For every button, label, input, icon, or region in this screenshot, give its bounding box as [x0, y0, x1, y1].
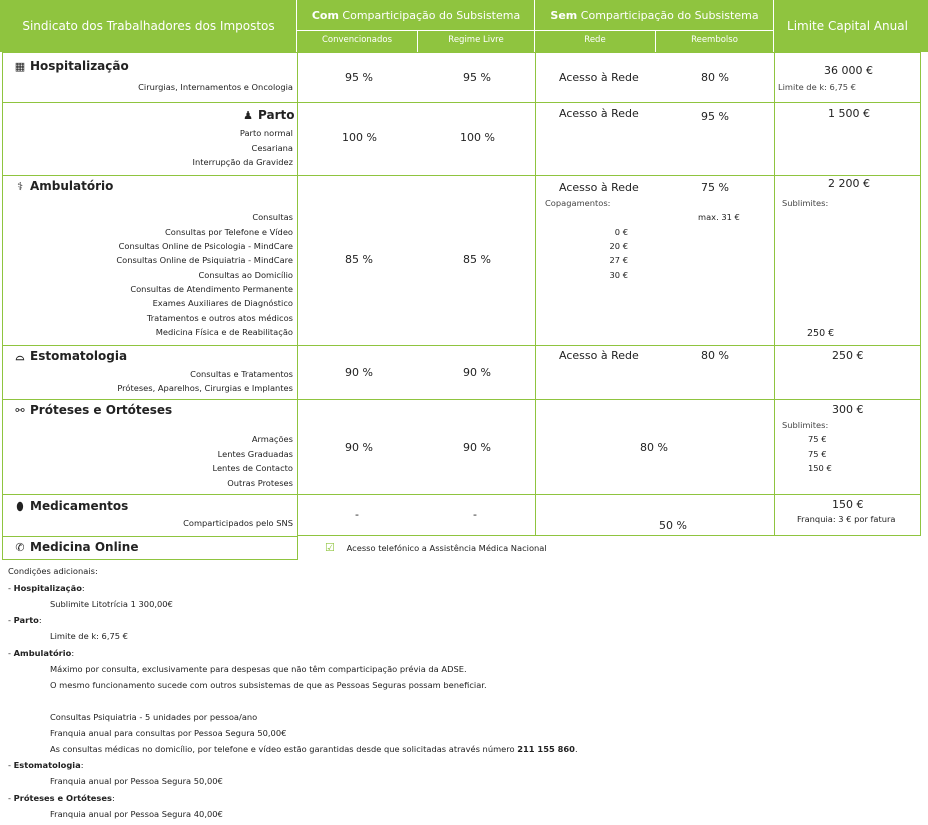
notes-parto-label: Parto [13, 615, 39, 625]
online-access-text: Acesso telefónico a Assistência Médica Nacional [346, 543, 547, 553]
estoma-item-1: Próteses, Aparelhos, Cirurgias e Implantes [117, 383, 293, 393]
notes-amb-5: As consultas médicas no domicílio, por telefone e vídeo estão garantidas desde que solicitadas através número 211 155 860. [50, 744, 578, 754]
hosp-title [13, 59, 129, 73]
medic-limit-note: Franquia: 3 € por fatura [797, 514, 896, 524]
proteses-item-3: Outras Proteses [227, 478, 293, 488]
notes-hosp-1: Sublimite Litotrícia 1 300,00€ [50, 599, 173, 609]
medic-conv: - [355, 508, 359, 521]
notes-estoma-label: Estomatologia [13, 760, 81, 770]
amb-item-6: Exames Auxiliares de Diagnóstico [152, 298, 293, 308]
notes-amb-2: O mesmo funcionamento sucede com outros subsistemas de que as Pessoas Seguras possam beneficiar. [50, 680, 487, 690]
proteses-conv: 90 % [345, 441, 373, 454]
proteses-item-2: Lentes de Contacto [212, 463, 293, 473]
notes-parto: - Parto: [8, 615, 42, 625]
parto-title [241, 108, 294, 122]
notes-prot-1: Franquia anual por Pessoa Segura 40,00€ [50, 809, 223, 819]
estoma-title [13, 349, 127, 364]
header-regime-livre: Regime Livre [448, 35, 504, 45]
estoma-title-text: Estomatologia [30, 349, 128, 363]
amb-item-2: Consultas Online de Psicologia - MindCare [118, 241, 293, 251]
amb-copay-0: 0 € [614, 227, 628, 237]
header-sem-cell [535, 0, 774, 52]
estoma-item-0: Consultas e Tratamentos [190, 369, 293, 379]
hosp-limit-note: Limite de k: 6,75 € [778, 82, 856, 92]
amb-copay-max: max. 31 € [698, 212, 740, 222]
proteses-sublimit-0: 75 € [808, 434, 827, 444]
medic-item-0: Comparticipados pelo SNS [183, 518, 293, 528]
header-com-rest: Comparticipação do Subsistema [338, 9, 521, 22]
amb-title-text: Ambulatório [30, 179, 114, 193]
header-com [297, 9, 535, 22]
notes-amb: - Ambulatório: [8, 648, 75, 658]
tooth-icon: ⌓ [15, 350, 25, 363]
amb-conv: 85 % [345, 253, 373, 266]
proteses-livre: 90 % [463, 441, 491, 454]
online-title-text: Medicina Online [30, 540, 139, 554]
medic-limit: 150 € [832, 498, 864, 511]
table-header [0, 0, 928, 52]
estoma-reemb: 80 % [701, 349, 729, 362]
amb-copay-label: Copagamentos: [545, 198, 611, 208]
notes-parto-1: Limite de k: 6,75 € [50, 631, 128, 641]
header-sem-bold: Sem [550, 9, 578, 22]
hosp-title-text: Hospitalização [30, 59, 129, 73]
estoma-livre: 90 % [463, 366, 491, 379]
hosp-livre: 95 % [463, 71, 491, 84]
parto-item-2: Interrupção da Gravidez [192, 157, 293, 167]
notes-amb-3: Consultas Psiquiatria - 5 unidades por pessoa/ano [50, 712, 258, 722]
medic-sem: 50 % [659, 519, 687, 532]
hosp-reemb: 80 % [701, 71, 729, 84]
header-limit: Limite Capital Anual [787, 19, 908, 33]
proteses-sublimit-1: 75 € [808, 449, 827, 459]
header-reembolso: Reembolso [691, 35, 738, 45]
header-com-cell [297, 0, 535, 52]
glasses-icon: ⚯ [15, 404, 25, 417]
notes-amb-1: Máximo por consulta, exclusivamente para despesas que não têm comparticipação prévia da ADSE. [50, 664, 467, 674]
hosp-rede: Acesso à Rede [559, 71, 639, 84]
phone-icon: ✆ [15, 541, 25, 554]
col-limit-box [774, 52, 921, 536]
proteses-item-1: Lentes Graduadas [217, 449, 293, 459]
hosp-conv: 95 % [345, 71, 373, 84]
notes-prot-label: Próteses e Ortóteses [13, 793, 112, 803]
amb-item-1: Consultas por Telefone e Vídeo [164, 227, 293, 237]
col-sem-box [535, 52, 775, 536]
proteses-item-0: Armações [251, 434, 293, 444]
notes-hosp: - Hospitalização: [8, 583, 85, 593]
header-com-bold: Com [311, 9, 339, 22]
col-com-box [297, 52, 536, 536]
header-rede: Rede [584, 35, 606, 45]
amb-copay-3: 30 € [609, 270, 628, 280]
notes-estoma: - Estomatologia: [8, 760, 84, 770]
parto-item-1: Cesariana [251, 143, 293, 153]
header-limit-cell [774, 0, 921, 52]
amb-livre: 85 % [463, 253, 491, 266]
medic-title [13, 499, 128, 514]
amb-copay-1: 20 € [609, 241, 628, 251]
amb-item-4: Consultas ao Domicílio [198, 270, 293, 280]
proteses-sublimit-2: 150 € [808, 463, 832, 473]
header-org: Sindicato dos Trabalhadores dos Impostos [22, 19, 275, 33]
notes-estoma-1: Franquia anual por Pessoa Segura 50,00€ [50, 776, 223, 786]
estoma-rede: Acesso à Rede [559, 349, 639, 362]
amb-limit: 2 200 € [828, 177, 870, 190]
notes-amb-5-text: As consultas médicas no domicílio, por telefone e vídeo estão garantidas desde que solicitadas através número [50, 744, 518, 754]
parto-title-text: Parto [258, 108, 295, 122]
parto-limit: 1 500 € [828, 107, 870, 120]
proteses-title [13, 403, 172, 417]
amb-item-0: Consultas [252, 212, 293, 222]
proteses-sem: 80 % [640, 441, 668, 454]
header-org-cell [0, 0, 297, 52]
amb-sublimits-label: Sublimites: [782, 198, 829, 208]
header-convencionados: Convencionados [321, 35, 393, 45]
notes-phone-number: 211 155 860 [517, 744, 575, 754]
notes-heading: Condições adicionais: [8, 566, 98, 576]
amb-copay-2: 27 € [609, 255, 628, 265]
pill-icon: ⬮ [16, 500, 24, 513]
header-sem [535, 9, 774, 22]
amb-item-8: Medicina Física e de Reabilitação [155, 327, 293, 337]
parto-rede: Acesso à Rede [559, 107, 639, 120]
estoma-limit: 250 € [832, 349, 864, 362]
amb-rede: Acesso à Rede [559, 181, 639, 194]
notes-amb-4: Franquia anual para consultas por Pessoa Segura 50,00€ [50, 728, 287, 738]
hospital-icon: ▦ [14, 60, 26, 73]
proteses-limit: 300 € [832, 403, 864, 416]
notes-prot: - Próteses e Ortóteses: [8, 793, 115, 803]
amb-item-7: Tratamentos e outros atos médicos [146, 313, 293, 323]
parto-item-0: Parto normal [239, 128, 293, 138]
amb-sublimit-last: 250 € [807, 328, 835, 339]
person-icon: ♟ [243, 109, 253, 122]
hosp-item-0: Cirurgias, Internamentos e Oncologia [138, 82, 293, 92]
estoma-conv: 90 % [345, 366, 373, 379]
amb-reemb: 75 % [701, 181, 729, 194]
proteses-sublimits-label: Sublimites: [782, 420, 829, 430]
amb-item-3: Consultas Online de Psiquiatria - MindCare [116, 255, 293, 265]
proteses-title-text: Próteses e Ortóteses [30, 403, 173, 417]
parto-reemb: 95 % [701, 110, 729, 123]
amb-item-5: Consultas de Atendimento Permanente [130, 284, 293, 294]
medic-livre: - [473, 508, 477, 521]
amb-title [13, 179, 113, 193]
doctor-icon: ⚕ [17, 180, 23, 193]
online-title [13, 540, 138, 554]
parto-livre: 100 % [460, 131, 495, 144]
hosp-limit: 36 000 € [824, 64, 873, 77]
medic-title-text: Medicamentos [30, 499, 129, 513]
notes-hosp-label: Hospitalização [13, 583, 82, 593]
online-access [325, 542, 547, 553]
parto-conv: 100 % [342, 131, 377, 144]
check-icon: ☑ [325, 541, 335, 554]
notes-amb-label: Ambulatório [13, 648, 72, 658]
header-sem-rest: Comparticipação do Subsistema [577, 9, 759, 22]
